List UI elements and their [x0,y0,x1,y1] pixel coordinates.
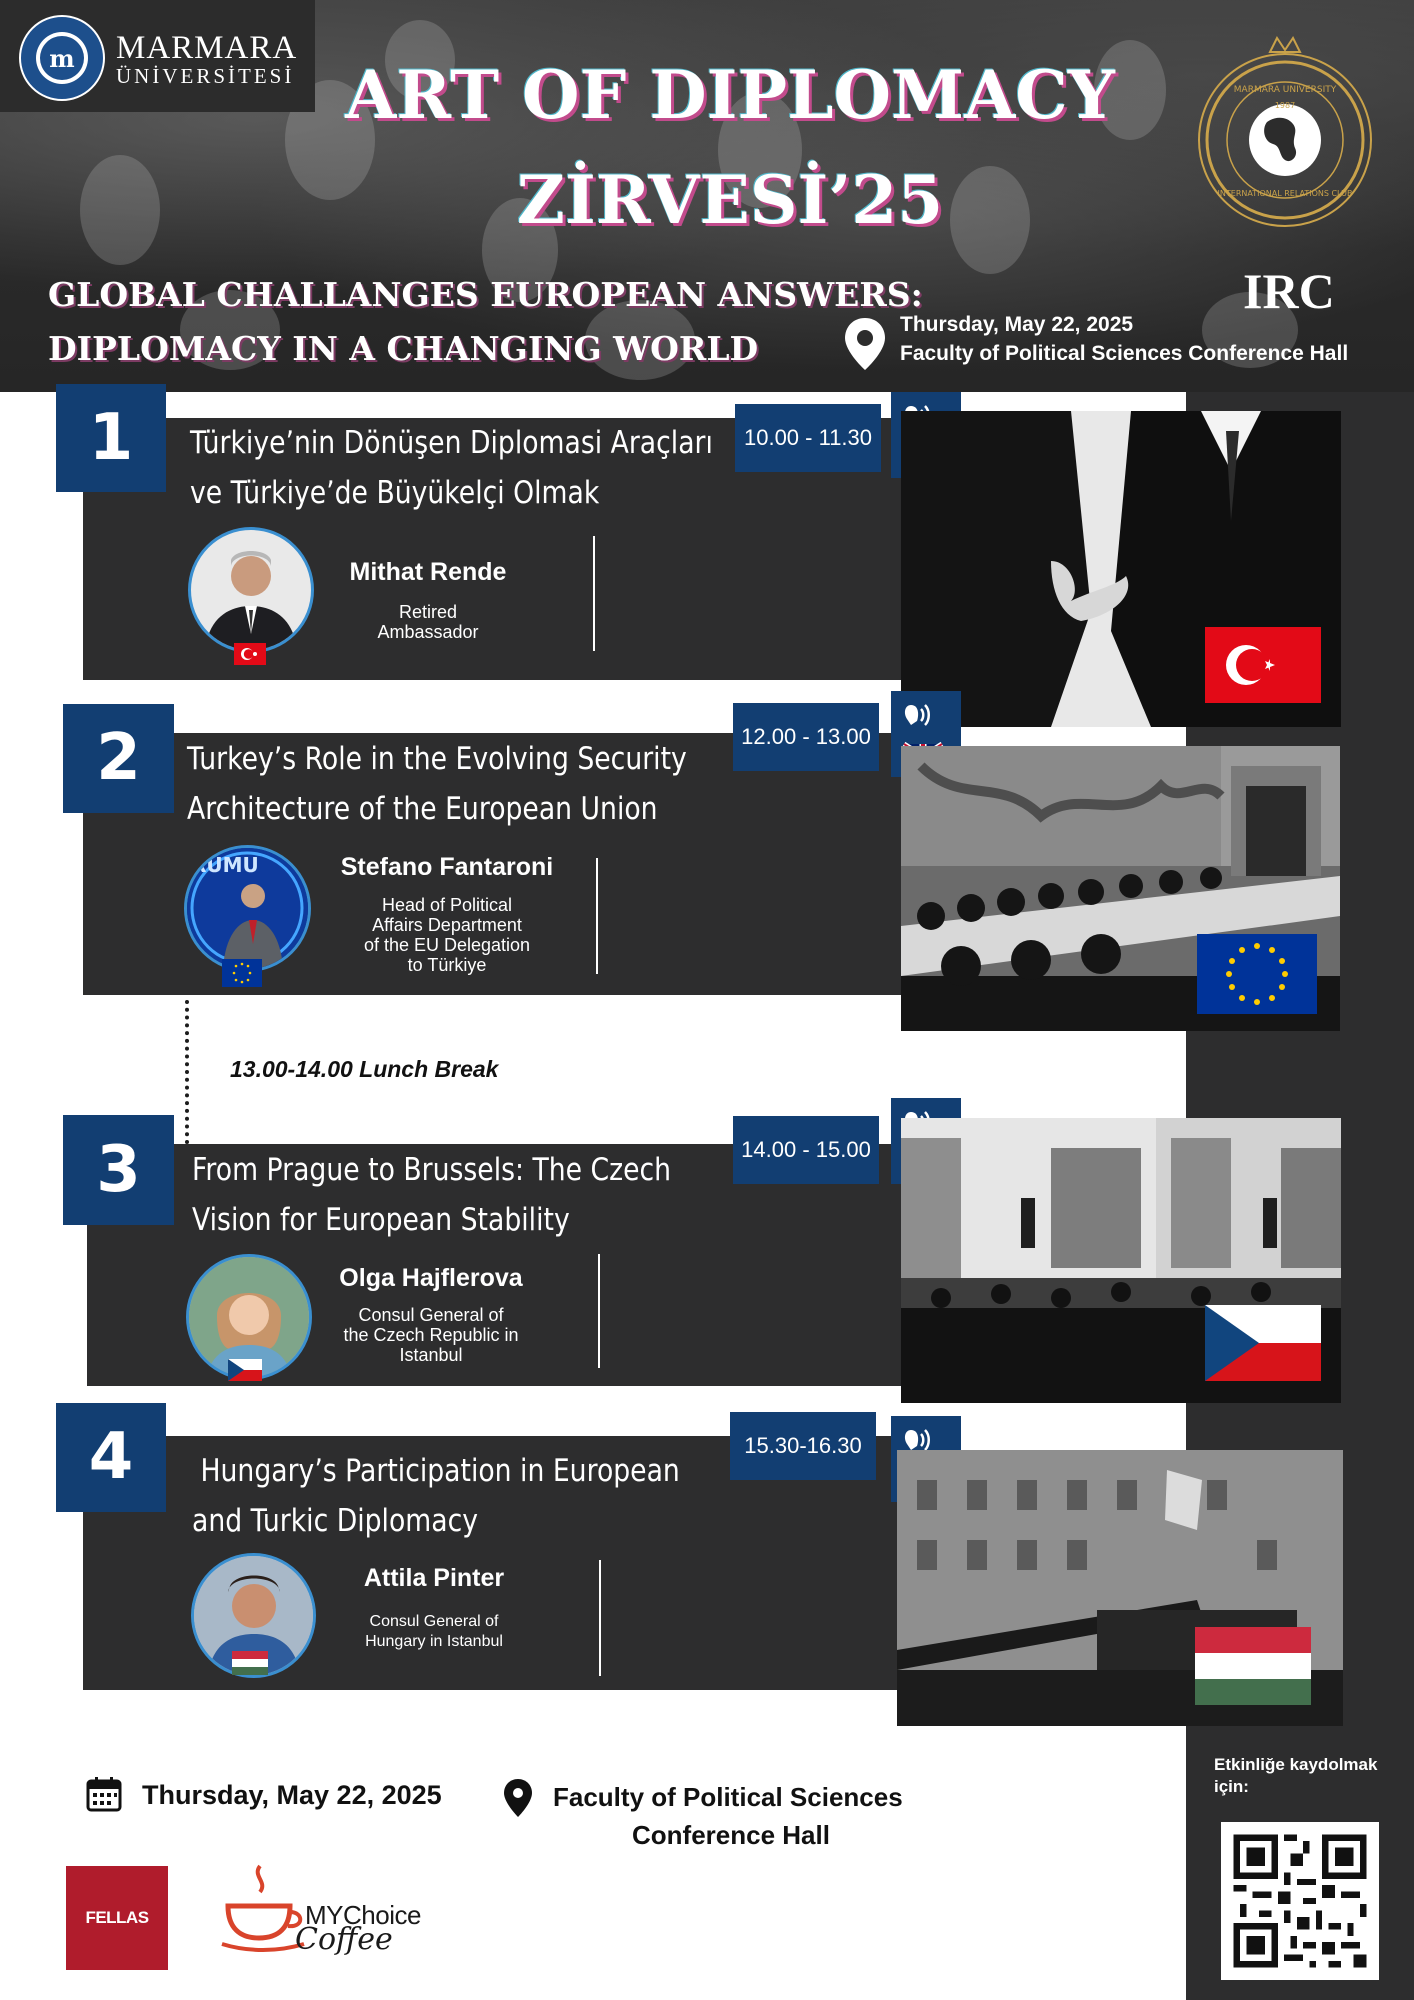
university-name: MARMARA [116,30,298,66]
czech-flag-icon [1205,1305,1321,1381]
speaker-role-line: to Türkiye [407,955,487,975]
session-image [901,746,1340,1031]
session-number: 3 [63,1115,174,1225]
svg-text:1987: 1987 [1274,101,1296,110]
eu-flag-icon [222,959,262,987]
session-time: 15.30-16.30 [730,1412,876,1480]
divider [599,1560,601,1676]
speaker-role-line: Hungary in Istanbul [365,1633,503,1650]
session-time: 14.00 - 15.00 [733,1116,879,1184]
session-time: 10.00 - 11.30 [735,404,881,472]
session-title [190,418,713,518]
svg-text:INTERNATIONAL RELATIONS CLUB: INTERNATIONAL RELATIONS CLUB [1217,189,1353,198]
prague-crowd-photo [901,1118,1341,1403]
speaker-role [328,602,528,642]
speaker-role [322,895,572,975]
session-number: 2 [63,704,174,813]
event-date: Thursday, May 22, 2025 [900,313,1134,336]
czech-flag-icon [228,1359,262,1381]
subtitle-line1: GLOBAL CHALLANGES EUROPEAN ANSWERS: [48,275,923,314]
session-number: 1 [56,384,166,492]
svg-text:RUMU: RUMU [191,853,259,877]
handshake-photo [901,411,1341,727]
divider [598,1254,600,1368]
university-name-line2: ÜNİVERSİTESİ [116,64,295,88]
location-pin-icon [842,316,888,372]
footer-date: Thursday, May 22, 2025 [142,1780,442,1810]
session-image [897,1450,1343,1726]
registration-label [1214,1754,1404,1798]
location-pin-icon [502,1778,534,1818]
turkey-flag-icon [1205,627,1321,703]
event-title-line2: ZİRVESİ’25 [516,161,944,239]
header-banner [0,0,1414,392]
event-venue: Faculty of Political Sciences Conference Hall [900,342,1349,365]
speaker-role-line: the Czech Republic in [343,1325,519,1345]
subtitle-line2: DIPLOMACY IN A CHANGING WORLD [48,329,759,368]
lunch-break-label: 13.00-14.00 Lunch Break [230,1056,499,1082]
treaty-signing-photo [901,746,1340,1031]
svg-text:MARMARA UNIVERSITY: MARMARA UNIVERSITY [1233,85,1337,95]
speaker-role-line: Ambassador [377,622,479,642]
speaker-photo [184,845,311,972]
session-title-line1: Türkiye’nin Dönüşen Diplomasi Araçları [190,425,713,461]
session-image [901,1118,1341,1403]
speaker-name: Mithat Rende [349,558,507,586]
session-title-line1: Turkey’s Role in the Evolving Security [187,741,687,777]
speaker-role [334,1612,534,1652]
speaker-role-line: Consul General of [358,1305,504,1325]
calendar-icon [86,1776,122,1812]
session-title-line2: Vision for European Stability [192,1202,570,1238]
speaker-portrait [191,530,311,650]
hungary-flag-icon [1195,1627,1311,1705]
session-title-line1: Hungary’s Participation in European [192,1453,680,1489]
session-number: 4 [56,1403,166,1512]
session-title-line2: and Turkic Diplomacy [192,1503,479,1539]
session-time: 12.00 - 13.00 [733,703,879,771]
club-name: IRC [1243,263,1335,319]
session-title-line2: Architecture of the European Union [187,791,658,827]
university-logo-box [0,0,315,112]
qr-code-icon [1221,1822,1379,1980]
session-title [187,734,687,834]
speaker-role-line: Istanbul [399,1345,463,1365]
speaker-name: Olga Hajflerova [339,1264,523,1292]
divider [593,536,595,651]
sponsor-logo-coffee-script: Coffee [295,1922,393,1957]
footer-venue-line2: Conference Hall [632,1820,830,1850]
speaker-portrait [187,848,308,969]
divider [596,858,598,974]
speaker-role-line: Retired [398,602,458,622]
university-seal-icon [18,14,106,102]
speaker-role [311,1305,551,1365]
turkey-flag-icon [234,643,266,665]
registration-label-line1: Etkinliğe kaydolmak [1214,1755,1378,1774]
irc-club-seal-icon [1195,30,1375,240]
speaker-role-line: Affairs Department [372,915,522,935]
event-subtitle [48,268,923,376]
speaker-role-line: of the EU Delegation [363,935,531,955]
session-title-line1: From Prague to Brussels: The Czech [192,1152,672,1188]
sponsor-logo-mychoice: MYChoice [305,1900,421,1930]
eu-flag-icon [1197,934,1317,1014]
registration-label-line2: için: [1214,1777,1249,1796]
session-image [901,411,1341,727]
footer-venue: Faculty of Political Sciences [553,1782,903,1812]
speaker-photo [188,527,314,653]
registration-qr-code[interactable] [1221,1822,1379,1980]
event-title: ART OF DIPLOMACY [345,56,1115,134]
timeline-dotted-line [185,1000,189,1152]
speaker-name: Stefano Fantaroni [340,853,554,881]
speaker-name: Attila Pinter [363,1564,505,1592]
session-title [192,1145,671,1245]
speaker-role-line: Head of Political [381,895,513,915]
svg-text:m: m [49,44,75,73]
sponsor-logo-fellas: FELLAS [66,1866,168,1970]
hungary-flag-icon [232,1651,268,1675]
speaker-role-line: Consul General of [369,1613,499,1630]
session-title-line2: ve Türkiye’de Büyükelçi Olmak [190,475,600,511]
session-title [192,1446,680,1546]
budapest-tank-photo [897,1450,1343,1726]
